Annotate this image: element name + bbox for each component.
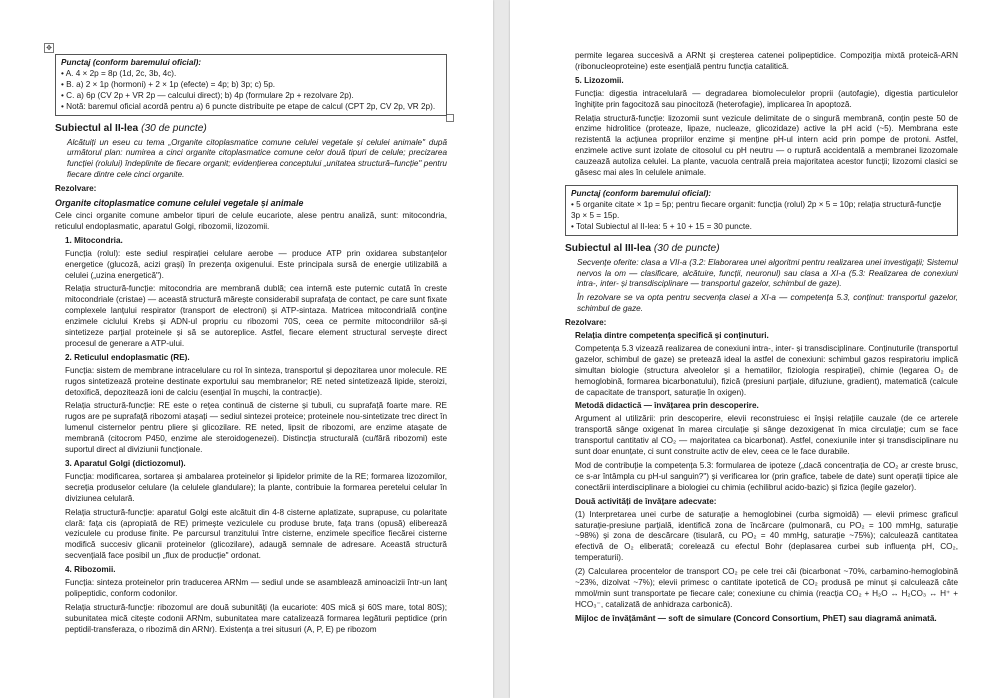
page-left-content bbox=[55, 54, 447, 639]
scoring-item: • 5 organite citate × 1p = 5p; pentru fiecare organit: funcția (rolul) 2p × 5 = 10p; relația structură-funcție 3p × 5 = 15p. bbox=[571, 200, 952, 222]
scoring-box bbox=[565, 185, 958, 236]
section-heading: 3. Aparatul Golgi (dictiozomul). bbox=[65, 459, 186, 468]
scoring-item: • Total Subiectul al II-lea: 5 + 10 + 15 = 30 puncte. bbox=[571, 222, 952, 233]
section-paragraph: Funcția: sistem de membrane intracelulare cu rol în sinteza, transportul și depozitarea unor molecule. RE rugos sintetizează proteine destinate exportului sau membranelor; RE neted sintetizează lipide, steroizi, detoxifică, depozitează ioni de calciu (esențial în mușchi, la contracție). bbox=[65, 365, 447, 397]
section-paragraph: Relația structură-funcție: lizozomii sunt vezicule delimitate de o singură membrană, conțin peste 50 de enzime hidrolitice (proteaze, lipaze, nucleaze, glicozidaze) active la pH acid (~5). Membrana este rezistentă la acțiunea propriilor enzime și menține pH-ul intern acid prin pompe de protoni. Astfel, enzimele active sunt izolate de citosolul cu pH neutru — o ruptură accidentală a membranei lizozomale cauzează autoliza celulei. La plante, vacuola centrală preia majoritatea acestor funcții; lizozomi clasici se găsesc mai ales în celulele animale. bbox=[575, 113, 958, 178]
subject-ii-points: (30 de puncte) bbox=[141, 122, 207, 134]
subject-iii-title: Subiectul al III-lea bbox=[565, 242, 652, 254]
scoring-item: • Notă: baremul oficial acordă pentru a) 6 puncte distribuite pe etape de calcul (CPT 2p, CV 2p, VR 2p). bbox=[61, 102, 441, 113]
subject-ii-title: Subiectul al II-lea bbox=[55, 122, 139, 134]
solution-label: Rezolvare: bbox=[55, 184, 97, 194]
scoring-item: • A. 4 × 2p = 8p (1d, 2c, 3b, 4c). bbox=[61, 69, 441, 80]
scoring-list bbox=[61, 69, 441, 113]
section-heading: Relația dintre competența specifică și conținuturi. bbox=[575, 331, 769, 341]
subject-ii-intro: Alcătuiți un eseu cu tema „Organite citoplasmatice comune celulei vegetale și celulei animale" după următorul plan: numirea a cinci organite citoplasmatice comune celor două tipuri de celule; precizarea funcției (rolului) îndeplinite de fiecare organit; evidențierea conceptului „unitatea structură–funcție" pentru fiecare dintre cele cinci organite. bbox=[67, 137, 447, 180]
section-paragraph: Funcția: digestia intracelulară — degradarea biomoleculelor proprii (autofagie), digestia particulelor înghițite prin fagocitoză sau pinocitoză (heterofagie), implicarea în apoptoză. bbox=[575, 88, 958, 109]
document-page-right bbox=[510, 0, 1000, 698]
section-paragraph: (2) Calcularea procentelor de transport CO₂ pe cele trei căi (bicarbonat ~70%, carbamino-hemoglobină ~23%, dizolvat ~7%); elevii primesc o cantitate ipotetică de CO₂ produsă pe minut și calculează câte mmol/min sunt transportate pe fiecare cale; conexiune cu chimia (reacția CO₂ + H₂O ↔ H₂CO₃ ↔ H⁺ + HCO₃⁻, catalizată de anhidraza carbonică). bbox=[575, 567, 958, 609]
section-paragraph: Relația structură-funcție: ribozomul are două subunități (la eucariote: 40S mică și 60S mare, total 80S); subunitatea mică citește codonii ARNm, subunitatea mare catalizează formarea legăturii peptidice (prin peptidil-transferaza, o ribozimă din ARNr). Existența a trei situsuri (A, P, E) pe ribozom bbox=[65, 602, 447, 634]
section-paragraph: Funcția: modificarea, sortarea și ambalarea proteinelor și lipidelor primite de la RE; formarea lizozomilor, secreția produselor celulare (la celulele glandulare); la plante, contribuie la formarea peretelui celular în diviziunea celulară. bbox=[65, 471, 447, 503]
subject-iii-heading bbox=[565, 242, 958, 255]
continuation-paragraph: permite legarea succesivă a ARNt și creșterea catenei polipeptidice. Compoziția mixtă proteică-ARN (ribonucleoproteine) este esențială pentru funcția catalitică. bbox=[575, 51, 958, 71]
subject-iii-choice: În rezolvare se va opta pentru secvența clasei a XI-a — competența 5.3, conținut: transportul gazelor, schimbul de gaze. bbox=[577, 293, 958, 314]
section-heading: 5. Lizozomii. bbox=[575, 75, 624, 85]
table-resize-handle-icon[interactable] bbox=[446, 114, 454, 122]
section-heading: Metodă didactică — învățarea prin descoperire. bbox=[575, 401, 759, 411]
essay-intro: Cele cinci organite comune ambelor tipuri de celule eucariote, alese pentru analiză, sunt: mitocondria, reticulul endoplasmatic, aparatul Golgi, ribozomii, lizozomii. bbox=[55, 210, 447, 231]
section-paragraph: Relația structură-funcție: RE este o rețea continuă de cisterne și tubuli, cu suprafață foarte mare. RE rugos are pe suprafață ribozomi atașați — sediul sintezei proteice; proteinele nou-sintetizate trec direct în lumenul cisternelor pentru pliere și glicozilare. RE neted, lipsit de ribozomi, are enzime atașate de membrană (citocrom P450, enzime ale steroidogenezei). Distincția structurală (cu/fără ribozomi) este suportul direct al diviziunii funcționale. bbox=[65, 401, 447, 455]
solution-label: Rezolvare: bbox=[565, 318, 607, 328]
section-paragraph: Funcția: sinteza proteinelor prin traducerea ARNm — sediul unde se asamblează aminoacizii într-un lanț polipeptidic, conform codonilor. bbox=[65, 578, 447, 598]
subject-ii-heading bbox=[55, 122, 447, 135]
section-heading: 2. Reticulul endoplasmatic (RE). bbox=[65, 352, 190, 362]
scoring-list bbox=[571, 200, 952, 233]
table-move-handle-icon[interactable]: ✥ bbox=[44, 43, 54, 53]
scoring-item: • C. a) 6p (CV 2p + VR 2p — calcului direct); b) 4p (formulare 2p + rezolvare 2p). bbox=[61, 91, 441, 102]
scoring-title: Punctaj (conform baremului oficial): bbox=[571, 188, 712, 198]
scoring-title: Punctaj (conform baremului oficial): bbox=[61, 58, 202, 67]
subject-iii-intro: Secvențe oferite: clasa a VII-a (3.2: Elaborarea unei algoritmi pentru realizarea unei investigații; Sistemul nervos la om — clasificare, alcătuire, funcții, neuronul) sau clasa a XI-a (5.3: Realizarea de conexiuni intra-, inter- și transdisciplinare — transportul gazelor, schimbul de gaze). bbox=[577, 257, 958, 289]
section-heading: Două activități de învățare adecvate: bbox=[575, 496, 717, 506]
scoring-item: • B. a) 2 × 1p (hormoni) + 2 × 1p (efecte) = 4p; b) 3p; c) 5p. bbox=[61, 80, 441, 91]
scoring-box bbox=[55, 54, 447, 116]
section-paragraph: Relația structură-funcție: aparatul Golgi este alcătuit din 4-8 cisterne aplatizate, suprapuse, cu polaritate clară: fața cis (apropiată de RE) primește veziculele cu produse brute, fața trans (opusă) eliberează veziculele cu produse finite. Pe parcursul tranzitului între cisterne, enzimele specifice fiecărei cisterne modifică succesiv glicanii proteinelor (glicozilare), adaugă semnale de adresare. Această structură secvențială face posibil un „flux de producție" ordonat. bbox=[65, 507, 447, 561]
teaching-aid: Mijloc de învățământ — soft de simulare (Concord Consortium, PhET) sau diagramă animată. bbox=[575, 613, 937, 623]
section-paragraph: Mod de contribuție la competența 5.3: formularea de ipoteze („dacă concentrația de CO₂ ar creste brusc, ce s-ar întâmpla cu pH-ul sanguin?") și verificarea lor (prin grafice, tabele de date) sunt operații tipice ale conectării interdisciplinare a biologiei cu chimia (echilibrul acido-bazic) și fizica (legile gazelor). bbox=[575, 461, 958, 492]
page-right-content bbox=[565, 51, 958, 627]
section-paragraph: (1) Interpretarea unei curbe de saturație a hemoglobinei (curba sigmoidă) — elevii primesc graficul saturație-presiune parțială, identifică zona de încărcare (pulmonară, cu PO₂ = 100 mmHg, saturație ~98%) și zona de descărcare (tisulară, cu PO₂ = 40 mmHg, saturație ~75%); calculează cantitatea efectivă de O₂ eliberată; corelează cu efectul Bohr (deplasarea curbei sub influența pH, CO₂, temperaturii). bbox=[575, 509, 958, 563]
section-paragraph: Competența 5.3 vizează realizarea de conexiuni intra-, inter- și transdisciplinare. Conținuturile (transportul gazelor, schimbul de gaze) se pretează ideal la astfel de conexiuni: schimbul gazos respiratoriu implică simultan biologie (structura alveolelor și a hematiilor, fiziologia respirației), chimie (legarea O₂ de hemoglobină, formarea bicarbonatului), fizică (presiuni parțiale, difuziune, gradient), matematică (calcule de capacitate de transport, saturație în oxigen). bbox=[575, 343, 958, 397]
section-heading: 1. Mitocondria. bbox=[65, 235, 123, 245]
section-paragraph: Relația structură-funcție: mitocondria are membrană dublă; cea internă este puternic cutată în creste mitocondriale (cristae) — această structură mărește considerabil suprafața de contact, pe care sunt fixate complexele lanțului respirator (transport de electroni) și ATP-sintaza. Matricea mitocondrială conține enzimele ciclului Krebs și ADN-ul propriu cu ribozomi 70S, ceea ce permite mitocondriilor să-și sintetizeze parțial proteinele și să se autoreplice. Astfel, fiecare element structural servește direct procesul de generare a ATP-ului. bbox=[65, 284, 447, 348]
subject-iii-points: (30 de puncte) bbox=[653, 242, 720, 254]
essay-title: Organite citoplasmatice comune celulei vegetale și animale bbox=[55, 198, 304, 209]
section-heading: 4. Ribozomii. bbox=[65, 565, 116, 575]
document-page-left bbox=[0, 0, 493, 698]
section-paragraph: Argument al utilizării: prin descoperire, elevii reconstruiesc ei înșiși relațiile cauzale (de ce arterele transportă sânge oxigenat în marea circulație și sânge dezoxigenat în mica circulație; cum se face transportul cantitativ al CO₂ — majoritatea ca bicarbonat). Astfel, conexiunile inter și transdisciplinare nu sunt doar enunțate, ci sunt construite activ de elev, ceea ce le face durabile. bbox=[575, 414, 958, 457]
section-paragraph: Funcția (rolul): este sediul respirației celulare aerobe — produce ATP prin oxidarea substanțelor energetice (glucoză, acizi grași) în prezența oxigenului. Este principala sursă de energie utilizabilă a celulei („uzina energetică"). bbox=[65, 248, 447, 280]
